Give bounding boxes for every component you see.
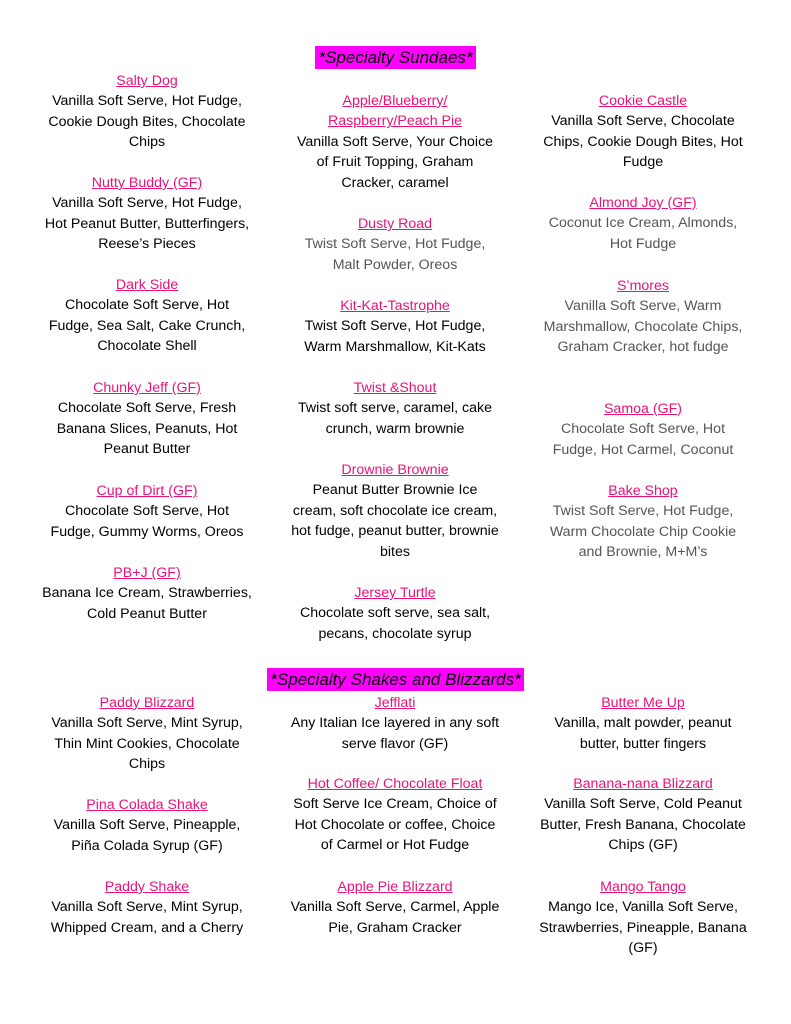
item-name: Dusty Road [357, 216, 433, 232]
item-name: Pina Colada Shake [86, 797, 208, 813]
item-desc: Twist Soft Serve, Hot Fudge, Malt Powder, Oreos [304, 236, 486, 273]
item-desc: Soft Serve Ice Cream, Choice of Hot Chocolate or coffee, Choice of Carmel or Hot Fudge [293, 796, 497, 854]
menu-item [290, 378, 500, 439]
item-desc: Vanilla Soft Serve, Hot Fudge, Cookie Dough Bites, Chocolate Chips [48, 93, 246, 151]
menu-item [42, 693, 252, 775]
item-desc: Any Italian Ice layered in any soft serve flavor (GF) [290, 715, 500, 752]
item-name: S’mores [616, 278, 670, 294]
menu-item [538, 774, 748, 856]
item-name: Cookie Castle [598, 93, 688, 109]
item-desc: Vanilla Soft Serve, Chocolate Chips, Cookie Dough Bites, Hot Fudge [543, 113, 743, 171]
item-name: Samoa (GF) [603, 401, 683, 417]
item-desc: Chocolate Soft Serve, Hot Fudge, Gummy Worms, Oreos [50, 503, 244, 540]
menu-item [42, 71, 252, 153]
item-name: Chunky Jeff (GF) [93, 380, 201, 396]
menu-item [42, 275, 252, 357]
menu-item [538, 693, 748, 754]
item-desc: Vanilla Soft Serve, Cold Peanut Butter, Fresh Banana, Chocolate Chips (GF) [540, 796, 746, 854]
item-name: Kit-Kat-Tastrophe [340, 298, 450, 314]
item-name: Jersey Turtle [354, 585, 436, 601]
menu-item [538, 399, 748, 460]
item-name: Dark Side [115, 277, 179, 293]
menu-item [290, 693, 500, 754]
item-desc: Vanilla Soft Serve, Pineapple, Piña Colada Syrup (GF) [53, 817, 241, 854]
menu-item [290, 583, 500, 644]
item-name: Mango Tango [600, 879, 686, 895]
item-desc: Peanut Butter Brownie Ice cream, soft chocolate ice cream, hot fudge, peanut butter, brownie bites [291, 482, 499, 560]
menu-item [538, 481, 748, 563]
item-desc: Coconut Ice Cream, Almonds, Hot Fudge [548, 215, 738, 252]
item-name: Almond Joy (GF) [589, 195, 697, 211]
shakes-title: *Specialty Shakes and Blizzards* [0, 670, 791, 690]
item-name: Bake Shop [608, 483, 678, 499]
item-desc: Banana Ice Cream, Strawberries, Cold Peanut Butter [42, 585, 252, 622]
item-name: Paddy Blizzard [99, 695, 195, 711]
item-name: Apple Pie Blizzard [337, 879, 453, 895]
item-desc: Twist soft serve, caramel, cake crunch, warm brownie [298, 400, 492, 437]
menu-item [290, 460, 500, 562]
item-desc: Twist Soft Serve, Hot Fudge, Warm Chocolate Chip Cookie and Brownie, M+M’s [549, 503, 737, 561]
item-desc: Chocolate soft serve, sea salt, pecans, chocolate syrup [299, 605, 491, 642]
menu-item [42, 563, 252, 624]
item-name: Nutty Buddy (GF) [91, 175, 203, 191]
item-name: Salty Dog [116, 73, 178, 89]
item-name: Banana-nana Blizzard [573, 776, 713, 792]
menu-item [290, 296, 500, 357]
item-name: Apple/Blueberry/ Raspberry/Peach Pie [327, 93, 463, 130]
item-desc: Mango Ice, Vanilla Soft Serve, Strawberries, Pineapple, Banana (GF) [539, 899, 747, 957]
item-name: Drownie Brownie [341, 462, 449, 478]
menu-item [42, 481, 252, 542]
menu-item [42, 173, 252, 255]
menu-item [290, 774, 500, 856]
item-desc: Vanilla, malt powder, peanut butter, butter fingers [554, 715, 732, 752]
item-desc: Vanilla Soft Serve, Mint Syrup, Whipped Cream, and a Cherry [50, 899, 244, 936]
item-name: Hot Coffee/ Chocolate Float [307, 776, 483, 792]
item-name: Cup of Dirt (GF) [96, 483, 198, 499]
menu-item [538, 276, 748, 358]
menu-item [290, 877, 500, 938]
item-name: Butter Me Up [601, 695, 685, 711]
item-name: Twist &Shout [353, 380, 437, 396]
menu-item [290, 214, 500, 275]
item-name: Jefflati [374, 695, 416, 711]
item-desc: Vanilla Soft Serve, Your Choice of Fruit Topping, Graham Cracker, caramel [296, 133, 494, 191]
menu-item [538, 877, 748, 959]
item-desc: Chocolate Soft Serve, Fresh Banana Slices, Peanuts, Hot Peanut Butter [56, 400, 238, 458]
item-desc: Twist Soft Serve, Hot Fudge, Warm Marshmallow, Kit-Kats [304, 318, 486, 355]
menu-item [538, 193, 748, 254]
menu-item [290, 91, 500, 193]
item-name: PB+J (GF) [113, 565, 181, 581]
menu-item [42, 795, 252, 856]
item-desc: Vanilla Soft Serve, Mint Syrup, Thin Mint Cookies, Chocolate Chips [51, 715, 243, 773]
item-desc: Vanilla Soft Serve, Carmel, Apple Pie, Graham Cracker [290, 899, 500, 936]
sundaes-title: *Specialty Sundaes* [0, 48, 791, 68]
menu-item [42, 378, 252, 460]
item-desc: Vanilla Soft Serve, Warm Marshmallow, Chocolate Chips, Graham Cracker, hot fudge [543, 298, 743, 356]
menu-item [42, 877, 252, 938]
item-desc: Chocolate Soft Serve, Hot Fudge, Hot Carmel, Coconut [552, 421, 734, 458]
item-desc: Chocolate Soft Serve, Hot Fudge, Sea Salt, Cake Crunch, Chocolate Shell [48, 297, 246, 355]
menu-item [538, 91, 748, 173]
item-name: Paddy Shake [104, 879, 190, 895]
item-desc: Vanilla Soft Serve, Hot Fudge, Hot Peanut Butter, Butterfingers, Reese’s Pieces [44, 195, 250, 253]
